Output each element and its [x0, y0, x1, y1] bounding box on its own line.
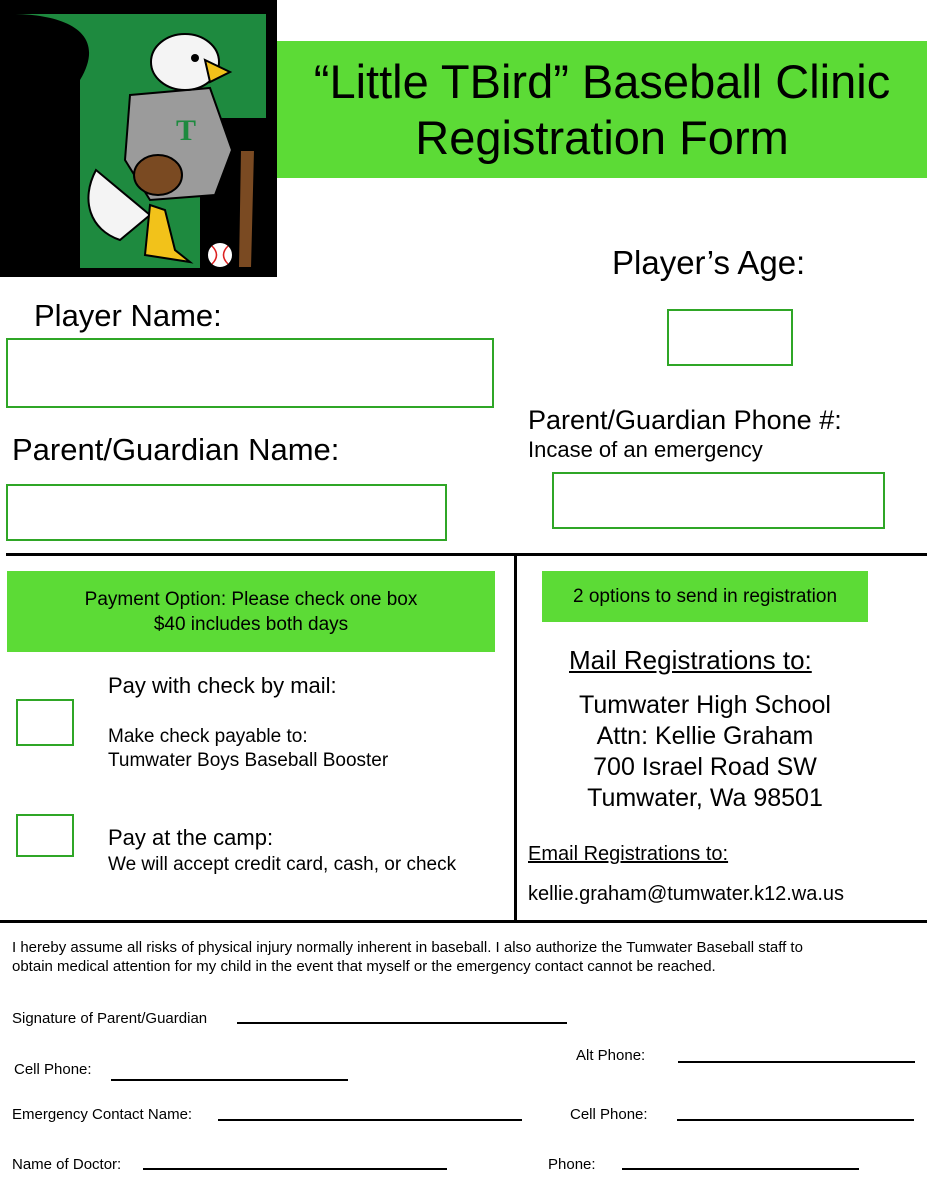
email-address[interactable]: kellie.graham@tumwater.k12.wa.us — [528, 883, 844, 905]
address-line: Attn: Kellie Graham — [596, 722, 814, 750]
player-age-label: Player’s Age: — [612, 244, 806, 281]
payment-heading-line-1: Payment Option: Please check one box — [84, 588, 418, 610]
pay-at-camp-checkbox[interactable] — [16, 814, 74, 857]
parent-phone-input[interactable] — [552, 472, 885, 529]
parent-phone-note: Incase of an emergency — [528, 437, 763, 462]
address-line: 700 Israel Road SW — [593, 753, 817, 781]
payment-heading-line-2: $40 includes both days — [153, 613, 349, 635]
pay-by-check-note-1: Make check payable to: — [108, 726, 308, 747]
tbird-logo — [0, 0, 277, 277]
waiver-line-2: obtain medical attention for my child in the event that myself or the emergency contact cannot be reached. — [12, 958, 716, 975]
mail-heading: Mail Registrations to: — [569, 645, 812, 675]
title-line-1: “Little TBird” Baseball Clinic — [313, 54, 891, 108]
pay-by-check-note-2: Tumwater Boys Baseball Booster — [108, 750, 389, 771]
emergency-contact-line[interactable] — [218, 1119, 522, 1121]
emergency-cell-label: Cell Phone: — [570, 1106, 648, 1123]
email-heading: Email Registrations to: — [528, 843, 729, 865]
player-name-input[interactable] — [6, 338, 494, 408]
waiver-text — [12, 938, 922, 976]
parent-name-label: Parent/Guardian Name: — [12, 432, 340, 467]
alt-phone-line[interactable] — [678, 1061, 915, 1063]
emergency-contact-label: Emergency Contact Name: — [12, 1106, 193, 1123]
section-divider-top — [6, 553, 927, 556]
emergency-cell-line[interactable] — [677, 1119, 914, 1121]
section-divider-bottom — [0, 920, 927, 923]
send-options-heading — [542, 571, 868, 622]
parent-name-input[interactable] — [6, 484, 447, 541]
player-name-label: Player Name: — [34, 298, 222, 333]
signature-label: Signature of Parent/Guardian — [12, 1010, 208, 1027]
waiver-line-1: I hereby assume all risks of physical injury normally inherent in baseball. I also authorize the Tumwater Baseball staff to — [12, 939, 803, 956]
parent-phone-label: Parent/Guardian Phone #: — [528, 405, 842, 435]
doctor-phone-line[interactable] — [622, 1168, 859, 1170]
doctor-line[interactable] — [143, 1168, 447, 1170]
shirt-letter: T — [175, 114, 197, 147]
cell-phone-label: Cell Phone: — [14, 1061, 92, 1078]
title-banner — [277, 41, 927, 178]
alt-phone-label: Alt Phone: — [576, 1047, 646, 1064]
doctor-label: Name of Doctor: — [12, 1156, 122, 1173]
cell-phone-line[interactable] — [111, 1079, 348, 1081]
pay-at-camp-title: Pay at the camp: — [108, 825, 274, 850]
pay-by-check-checkbox[interactable] — [16, 699, 74, 746]
mail-address — [515, 690, 895, 814]
player-age-input[interactable] — [667, 309, 793, 366]
send-options-heading-text: 2 options to send in registration — [572, 586, 838, 607]
address-line: Tumwater, Wa 98501 — [587, 784, 823, 812]
pay-at-camp-note: We will accept credit card, cash, or check — [108, 854, 457, 875]
doctor-phone-label: Phone: — [548, 1156, 596, 1173]
title-line-2: Registration Form — [415, 110, 789, 164]
address-line: Tumwater High School — [579, 691, 831, 719]
payment-heading — [7, 571, 495, 652]
pay-by-check-title: Pay with check by mail: — [108, 673, 337, 698]
thunderbird-mascot-icon — [0, 0, 277, 277]
signature-line[interactable] — [237, 1022, 567, 1024]
